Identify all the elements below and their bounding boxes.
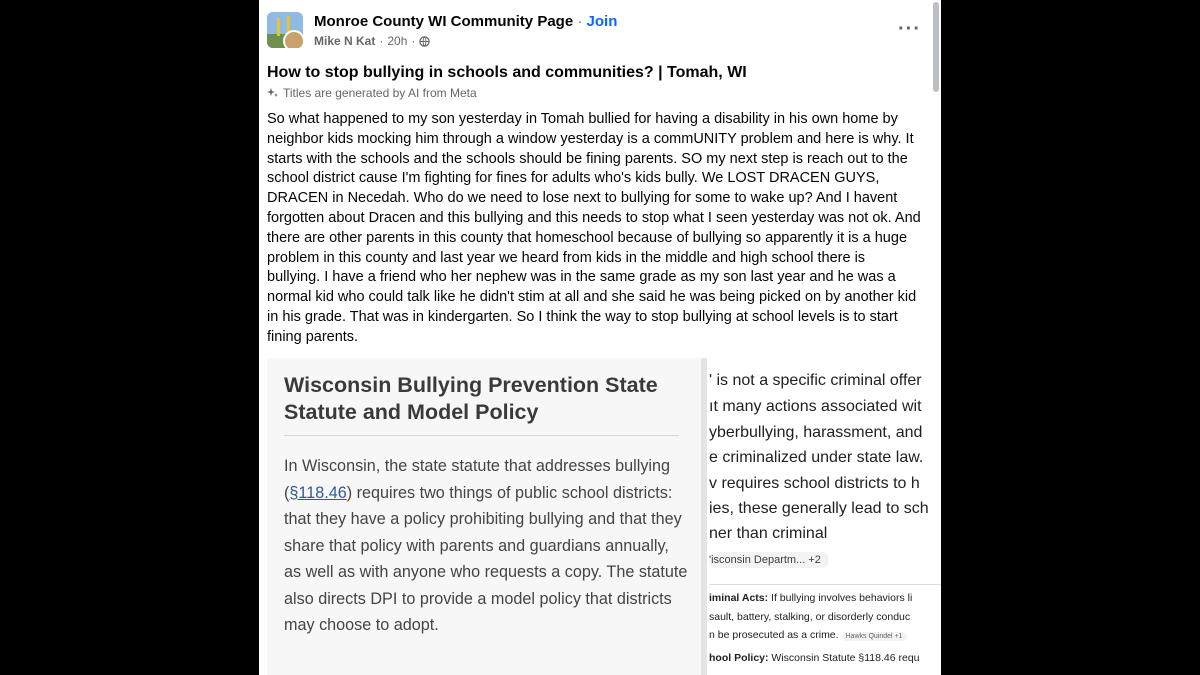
section-text: n be prosecuted as a crime. xyxy=(709,629,839,641)
source-chip: 'isconsin Departm... +2 xyxy=(709,552,829,568)
article-heading: Wisconsin Bullying Prevention State Statute and Model Policy xyxy=(284,373,658,424)
criminal-acts-line xyxy=(709,629,907,641)
article-text-start: In Wisconsin, the state statute that addresses bullying ( xyxy=(284,457,671,502)
scrollbar[interactable] xyxy=(933,2,939,92)
group-avatar-icon[interactable] xyxy=(267,12,303,48)
statute-link: §118.46 xyxy=(289,483,347,502)
ai-note-text: Titles are generated by AI from Meta xyxy=(283,86,477,100)
post-card xyxy=(259,0,941,675)
overview-line: ' is not a specific criminal offer xyxy=(709,372,922,389)
criminal-acts-line xyxy=(709,592,912,604)
overview-line: ner than criminal xyxy=(709,525,828,542)
section-text: If bullying involves behaviors li xyxy=(768,592,913,604)
divider xyxy=(284,435,679,436)
article-text-end: ) requires two things of public school districts: that they have a policy prohibiting bullying and that they share that policy with parents and guardians annually, as well as with anyone who requests a copy. The statute also directs DPI to provide a model policy that districts may choose to adopt. xyxy=(284,483,688,634)
section-text: Wisconsin Statute §118.46 requ xyxy=(768,652,920,664)
post-title: How to stop bullying in schools and communities? | Tomah, WI xyxy=(267,64,747,81)
overview-line: e criminalized under state law. xyxy=(709,449,924,466)
section-label: hool Policy: xyxy=(709,652,769,664)
overview-line: ies, these generally lead to sch xyxy=(709,500,929,517)
source-chip: Hawks Quindel +1 xyxy=(842,632,907,641)
overview-line: ıt many actions associated wit xyxy=(709,398,922,415)
image-ai-overview[interactable] xyxy=(709,358,941,675)
author-name[interactable]: Mike N Kat xyxy=(314,34,376,48)
overview-line: v requires school districts to h xyxy=(709,475,920,492)
separator-dot: · xyxy=(379,34,384,48)
more-options-icon[interactable]: ··· xyxy=(898,18,921,40)
article-paragraph xyxy=(284,453,689,639)
group-name[interactable]: Monroe County WI Community Page xyxy=(314,13,574,30)
author-avatar[interactable] xyxy=(283,30,303,48)
separator-dot: · xyxy=(577,13,587,30)
post-header xyxy=(267,10,927,52)
globe-icon[interactable] xyxy=(419,36,430,47)
post-images[interactable] xyxy=(259,358,941,675)
post-body-text: So what happened to my son yesterday in Tomah bullied for having a disability in his own home by neighbor kids mocking him through a window yesterday is a commUNITY problem and here is why. It starts with the schools and the schools should be fining parents. SO my next step is reach out to the school district cause I'm fighting for fines for adults who's kids bully. We LOST DRACEN GUYS, DRACEN in Necedah. Who do we need to lose next to bullying for some to wake up? And I havent forgotten about Dracen and this bullying and this needs to stop what I seen yesterday was not ok. And there are other parents in this county that homeschool because of bullying so apparently it is a huge problem in this county and last year we heard from kids in the middle and high school there is bullying. I have a friend who her nephew was in the same grade as my son last year and he was a normal kid who could talk like he didn't stim at all and she said he was being picked on by another kid in his grade. That was in kindergarten. So I think the way to stop bullying at school levels is to start fining parents. xyxy=(267,111,921,345)
ai-title-note xyxy=(267,86,477,100)
section-label: iminal Acts: xyxy=(709,592,769,604)
school-policy-line xyxy=(709,652,920,664)
overview-line: yberbullying, harassment, and xyxy=(709,424,923,441)
criminal-acts-line: sault, battery, stalking, or disorderly conduc xyxy=(709,611,911,623)
post-time[interactable]: 20h xyxy=(387,34,408,48)
image-statute-article[interactable] xyxy=(267,358,707,675)
post-meta xyxy=(314,34,430,48)
divider xyxy=(709,584,941,585)
ai-sparkle-icon xyxy=(267,87,279,99)
join-button[interactable]: Join xyxy=(586,13,618,30)
group-title-line xyxy=(314,13,617,30)
separator-dot: · xyxy=(411,34,416,48)
